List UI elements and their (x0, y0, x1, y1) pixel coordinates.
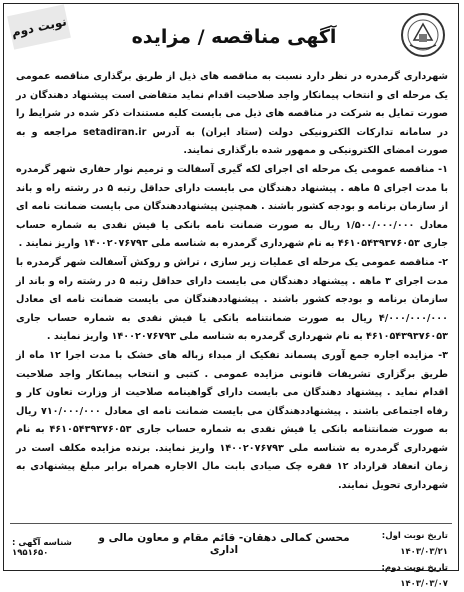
notice-item-1: ۱- مناقصه عمومی یک مرحله ای اجرای لکه گیری آسفالت و ترمیم نوار حفاری شهر گرمدره با مدت اجرای ۵ ماهه . پیشنهاد دهندگان می بایست دارای حداقل رتبه ۵ در رشته راه و باند از سازمان برنامه و بودجه کشور باشند . همچنین پیشنهاددهندگان می بایست ضمانت نامه ای معادل ۱/۵۰۰/۰۰۰/۰۰۰ ریال به صورت ضمانت نامه بانکی یا فیش نقدی به شماره حساب جاری ۴۶۱۰۵۴۳۹۳۷۶۰۵۳ به نام شهرداری گرمدره به شناسه ملی ۱۴۰۰۲۰۷۶۷۹۳ واریز نمایند . (16, 163, 449, 250)
first-round-date: تاریخ نوبت اول: ۱۴۰۳/۰۳/۲۱ (381, 531, 448, 557)
round-badge-label: نوبت دوم (10, 14, 68, 40)
signer-name: محسن کمالی دهقان- قائم مقام و معاون مالی و اداری (98, 532, 350, 556)
notice-body (16, 68, 448, 496)
municipal-emblem-icon (400, 12, 446, 58)
notice-intro: شهرداری گرمدره در نظر دارد نسبت به مناقصه های ذیل از طریق برگذاری مناقصه عمومی یک مرحله ای و انتخاب پیمانکار واجد صلاحیت اقدام نماید متقاضی است پیشنهاد دهندگان در صورت تمایل به شرکت در مناقصه های ذیل می بایست کلیه مستندات ذکر شده در شرایط را در سامانه تدارکات الکترونیکی دولت (ستاد ایران) به آدرس setadiran.ir مراجعه و به صورت امضای الکترونیکی و ممهور شده بارگذاری نمایند. (16, 71, 448, 157)
notice-item-3: ۳- مزایده اجاره جمع آوری پسماند تفکیک از مبداء زباله های خشک با مدت اجرا ۱۲ ماه از طریق برگزاری تشریفات قانونی مزایده عمومی . کتبی و انتخاب پیمانکار واجد صلاحیت اقدام نماید . پیشنهاد دهندگان می بایست دارای گواهینامه صلاحیت از وزارت تعاون کار و رفاه اجتماعی باشند . پیشنهاددهندگان می بایست ضمانت نامه ای معادل ۷۱۰/۰۰۰/۰۰۰ ریال به صورت ضمانتنامه بانکی یا فیش نقدی به شماره حساب جاری ۴۶۱۰۵۴۳۹۳۷۶۰۵۳ به نام شهرداری گرمدره به شناسه ملی ۱۴۰۰۲۰۷۶۷۹۳ واریز نمایند. برنده مزایده مکلف است در زمان انعقاد قرارداد ۱۲ فقره چک صیادی بابت مال الاجاره همراه برابر مبلغ پیشنهادی به شهرداری تحویل نمایند. (16, 349, 449, 492)
notice-item-2: ۲- مناقصه عمومی یک مرحله ای عملیات زیر سازی ، تراش و روکش آسفالت شهر گرمدره با مدت اجرای ۳ ماهه . پیشنهاد دهندگان می بایست دارای حداقل رتبه ۵ در رشته راه و باند از سازمان برنامه و بودجه کشور باشند . پیشنهاددهندگان می بایست ضمانت نامه ای معادل ۴/۰۰۰/۰۰۰/۰۰۰ ریال به صورت ضمانتنامه بانکی یا فیش نقدی به شماره حساب جاری ۴۶۱۰۵۴۳۹۳۷۶۰۵۳ به نام شهرداری گرمدره به شناسه ملی ۱۴۰۰۲۰۷۶۷۹۳ واریز نمایند . (16, 256, 449, 343)
footer-divider (10, 523, 452, 524)
publication-dates (356, 528, 448, 592)
notice-header (4, 4, 460, 66)
second-round-date: تاریخ نوبت دوم: ۱۴۰۳/۰۳/۰۷ (381, 563, 448, 589)
ad-id: شناسه آگهی : ۱۹۵۱۶۵۰ (12, 538, 72, 558)
notice-title: آگهی مناقصه / مزایده (131, 26, 337, 48)
notice-frame (3, 3, 459, 589)
round-badge (7, 4, 71, 49)
